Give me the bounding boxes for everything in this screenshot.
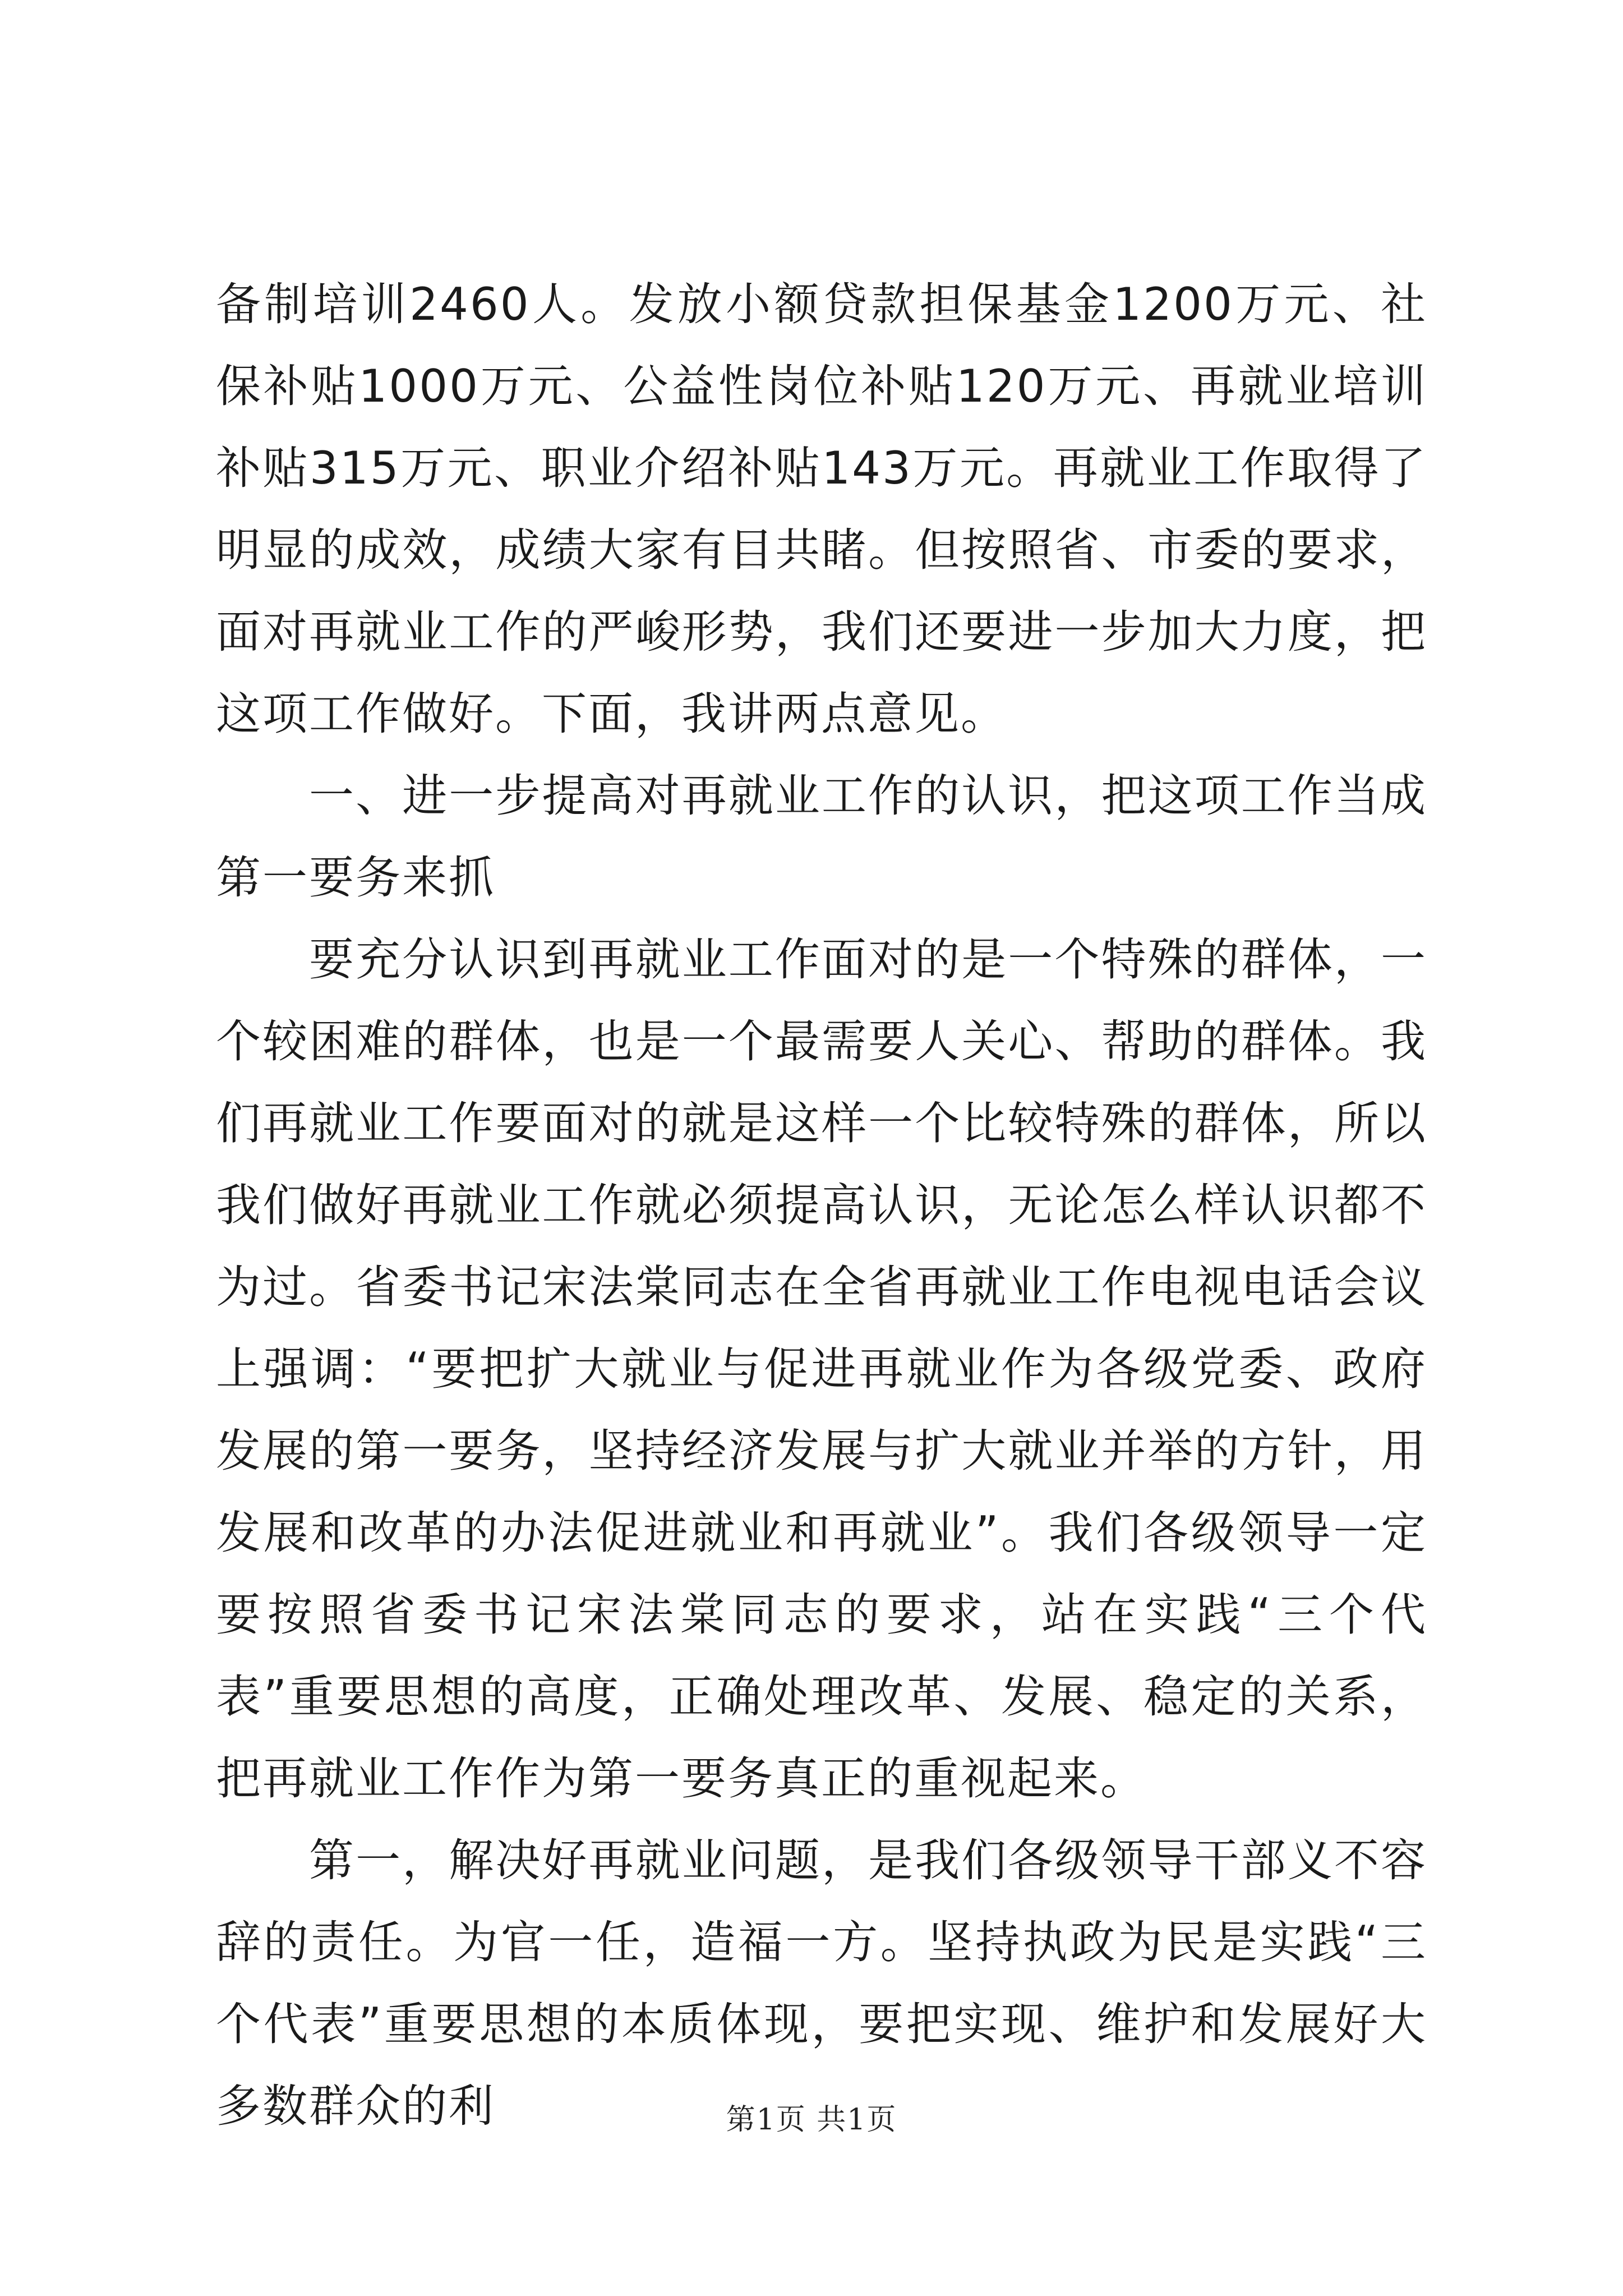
page-number-label: 第1页 共1页	[726, 2103, 897, 2137]
document-body	[216, 264, 1427, 2147]
paragraph-first-point: 第一，解决好再就业问题，是我们各级领导干部义不容辞的责任。为官一任，造福一方。坚持执政为民是实践“三个代表”重要思想的本质体现，要把实现、维护和发展好大多数群众的利	[216, 1834, 1427, 2132]
paragraph-continuation: 备制培训2460人。发放小额贷款担保基金1200万元、社保补贴1000万元、公益性岗位补贴120万元、再就业培训补贴315万元、职业介绍补贴143万元。再就业工作取得了明显的成效，成绩大家有目共睹。但按照省、市委的要求，面对再就业工作的严峻形势，我们还要进一步加大力度，把这项工作做好。下面，我讲两点意见。	[216, 278, 1427, 740]
section-heading-1: 一、进一步提高对再就业工作的认识，把这项工作当成第一要务来抓	[216, 770, 1427, 904]
page-footer	[0, 2096, 1623, 2138]
paragraph-recognition: 要充分认识到再就业工作面对的是一个特殊的群体，一个较困难的群体，也是一个最需要人关心、帮助的群体。我们再就业工作要面对的就是这样一个比较特殊的群体，所以我们做好再就业工作就必须提高认识，无论怎么样认识都不为过。省委书记宋法棠同志在全省再就业工作电视电话会议上强调：“要把扩大就业与促进再就业作为各级党委、政府发展的第一要务，坚持经济发展与扩大就业并举的方针，用发展和改革的办法促进就业和再就业”。我们各级领导一定要按照省委书记宋法棠同志的要求，站在实践“三个代表”重要思想的高度，正确处理改革、发展、稳定的关系，把再就业工作作为第一要务真正的重视起来。	[216, 933, 1427, 1805]
